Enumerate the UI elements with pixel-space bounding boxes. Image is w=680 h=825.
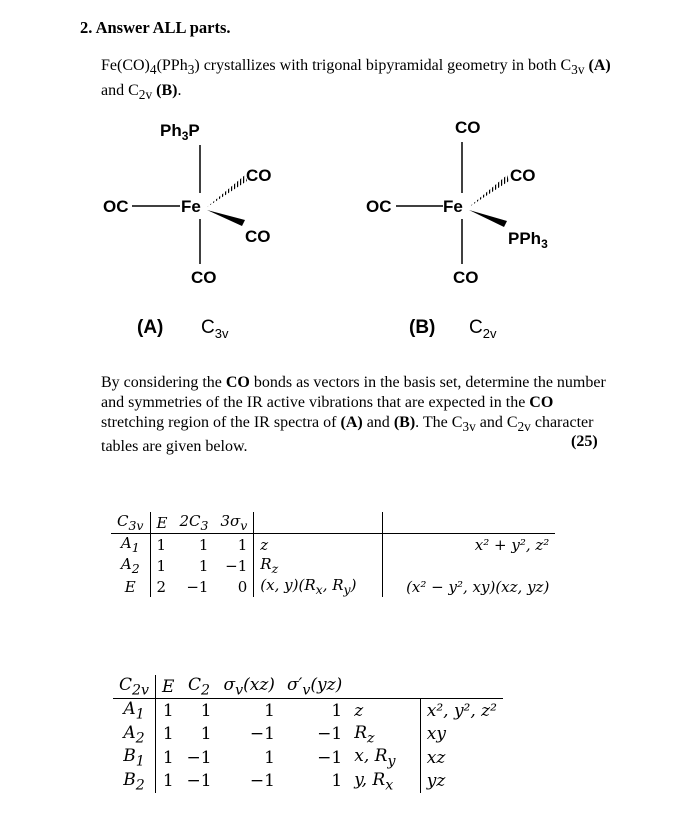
a-point-group: $C_{3v}$ [201,317,229,341]
b-lower-right-ligand: PPh$_3$ [508,229,548,251]
a-metal: Fe [181,197,201,216]
c3v-linear: z [254,534,383,556]
c3v-row-e [111,576,555,597]
c3v-char: −1 [186,577,209,596]
c3v-linear: $R_z$ [254,555,383,576]
b-upper-right-ligand: CO [510,166,536,185]
c3v-char: 1 [198,556,209,575]
c3v-quad: (x² − y², xy)(xz, yz) [383,576,556,597]
c3v-linear: (x, $y)(R_x$, $R_y$) [254,576,383,597]
c2v-char: −1 [317,747,343,768]
a-bottom-ligand: CO [191,268,217,287]
c2v-quad: xz [420,746,503,769]
structure-a [103,121,272,341]
question-intro: $Fe(CO)_4(PPh_3)$ crystallizes with trigonal bipyramidal geometry in both $C_{3v}$ (A) and $C_{2v}$ (B). [101,57,611,103]
c2v-irrep: $A_1$ [123,699,145,723]
c3v-char: 1 [237,535,248,554]
question-marks: (25) [571,433,598,450]
c2v-row-a2 [113,723,503,746]
c2v-char: 1 [156,723,181,746]
c3v-irrep: $A_2$ [120,555,140,576]
c3v-header-quad [383,512,556,534]
c2v-irrep: $B_1$ [123,746,145,770]
a-hashed-wedge [207,175,247,207]
c2v-char: 1 [331,771,343,792]
c2v-char: −1 [186,771,212,792]
c2v-header-row [113,675,503,699]
c2v-char: 1 [156,746,181,769]
c3v-row-a2 [111,555,555,576]
c3v-group-label: $C_{3v}$ [111,512,150,534]
c2v-row-a1 [113,699,503,723]
c2v-linear: x, $R_y$ [354,746,396,770]
c2v-char: 1 [264,747,275,768]
c2v-linear: y, $R_x$ [354,769,394,793]
c2v-character-table [113,675,503,793]
c2v-row-b2 [113,770,503,793]
b-top-ligand: CO [455,118,481,137]
c3v-irrep: $A_1$ [120,534,140,555]
c2v-quad: xy [420,723,503,746]
c2v-linear: z [354,701,364,722]
a-upper-right-ligand: CO [246,166,272,185]
c2v-header-e: E [156,675,181,699]
structures-diagram [0,0,680,370]
c3v-char: 2 [150,576,173,597]
question-paragraph: By considering the CO bonds as vectors in the basis set, determine the number and symmetries of the IR active vibrations that are expected in the CO stretching region of the IR spectra of (A) and (B). The $C_{3v}$ and $C_{2v}$ character tables are given below. [101,374,606,456]
c3v-row-a1 [111,534,555,556]
b-hashed-wedge [469,175,509,207]
a-label: (A) [137,317,164,338]
c2v-irrep: $A_2$ [123,722,145,747]
c3v-char: 1 [198,535,209,554]
c2v-linear: $R_z$ [354,722,375,747]
c3v-header-c3: $2C_3$ [173,512,214,534]
a-left-ligand: OC [103,197,129,216]
b-point-group: $C_{2v}$ [469,317,497,341]
c2v-quad: yz [420,770,503,793]
c2v-char: −1 [249,771,275,792]
b-metal: Fe [443,197,463,216]
a-top-ligand: $Ph_3P$ [160,121,200,143]
a-lower-right-ligand: CO [245,227,271,246]
c3v-header-sigma: $3\sigma_v$ [214,512,253,534]
c2v-header-linear [348,675,420,699]
question-heading: 2. Answer ALL parts. [80,18,231,37]
c2v-char: −1 [249,724,275,745]
c2v-header-sigma-yz: $\sigma'_v(yz)$ [281,675,348,699]
c2v-row-b1 [113,746,503,769]
b-solid-wedge [469,210,507,227]
c2v-char: 1 [200,701,212,722]
c2v-char: 1 [156,699,181,723]
c2v-char: 1 [200,724,212,745]
c3v-quad: x² + y², z² [383,534,556,556]
b-bottom-ligand: CO [453,268,479,287]
c3v-char: 0 [237,577,248,596]
c3v-header-row [111,512,555,534]
c2v-char: 1 [156,770,181,793]
c2v-char: −1 [317,724,343,745]
c2v-char: −1 [186,747,212,768]
c3v-irrep: E [124,577,136,596]
c2v-char: 1 [264,701,275,722]
c2v-header-quad [420,675,503,699]
c3v-char: 1 [150,534,173,556]
c3v-header-e: E [150,512,173,534]
c2v-quad: x², y², z² [420,699,503,723]
c3v-char: −1 [225,556,248,575]
c3v-quad [383,555,556,576]
c2v-char: 1 [331,701,343,722]
structure-b [366,118,548,341]
b-left-ligand: OC [366,197,392,216]
c3v-char: 1 [150,555,173,576]
c3v-header-linear [254,512,383,534]
c2v-irrep: $B_2$ [123,769,145,793]
a-solid-wedge [207,210,245,226]
c2v-header-c2: $C_2$ [180,675,217,699]
b-label: (B) [409,317,436,338]
c3v-character-table [111,512,555,597]
c2v-group-label: $C_{2v}$ [113,675,156,699]
c2v-header-sigma-xz: $\sigma_v(xz)$ [218,675,281,699]
